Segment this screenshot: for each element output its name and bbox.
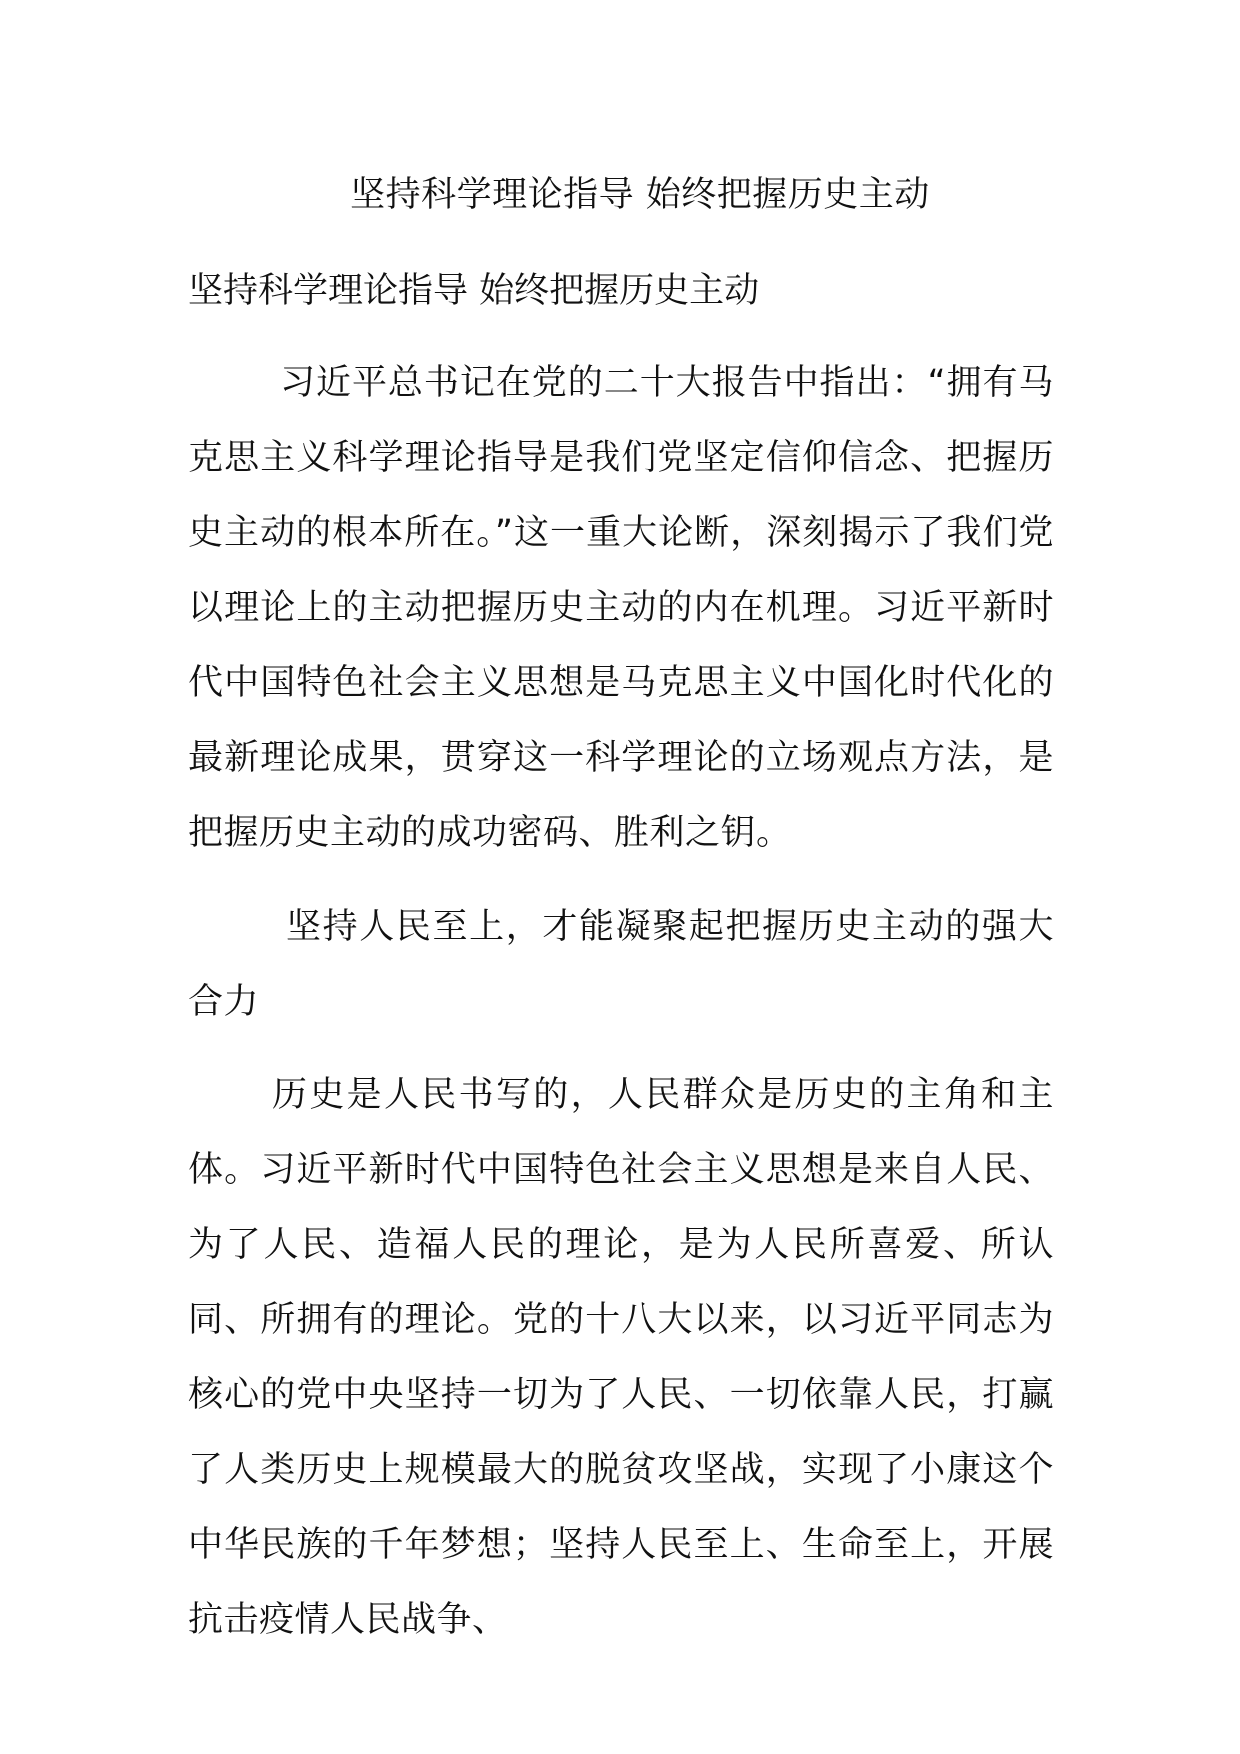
document-subtitle: 坚持科学理论指导 始终把握历史主动	[188, 271, 760, 311]
section-heading: 坚持人民至上，才能凝聚起把握历史主动的强大合力	[188, 907, 1054, 1022]
document-title: 坚持科学理论指导 始终把握历史主动	[350, 175, 930, 215]
paragraph-body: 历史是人民书写的，人民群众是历史的主角和主体。习近平新时代中国特色社会主义思想是来自人民、为了人民、造福人民的理论，是为人民所喜爱、所认同、所拥有的理论。党的十八大以来，以习近平同志为核心的党中央坚持一切为了人民、一切依靠人民，打赢了人类历史上规模最大的脱贫攻坚战，实现了小康这个中华民族的千年梦想；坚持人民至上、生命至上，开展抗击疫情人民战争、	[188, 1075, 1054, 1640]
paragraph-intro: 习近平总书记在党的二十大报告中指出：“拥有马克思主义科学理论指导是我们党坚定信仰信念、把握历史主动的根本所在。”这一重大论断，深刻揭示了我们党以理论上的主动把握历史主动的内在机理。习近平新时代中国特色社会主义思想是马克思主义中国化时代化的最新理论成果，贯穿这一科学理论的立场观点方法，是把握历史主动的成功密码、胜利之钥。	[188, 363, 1054, 853]
